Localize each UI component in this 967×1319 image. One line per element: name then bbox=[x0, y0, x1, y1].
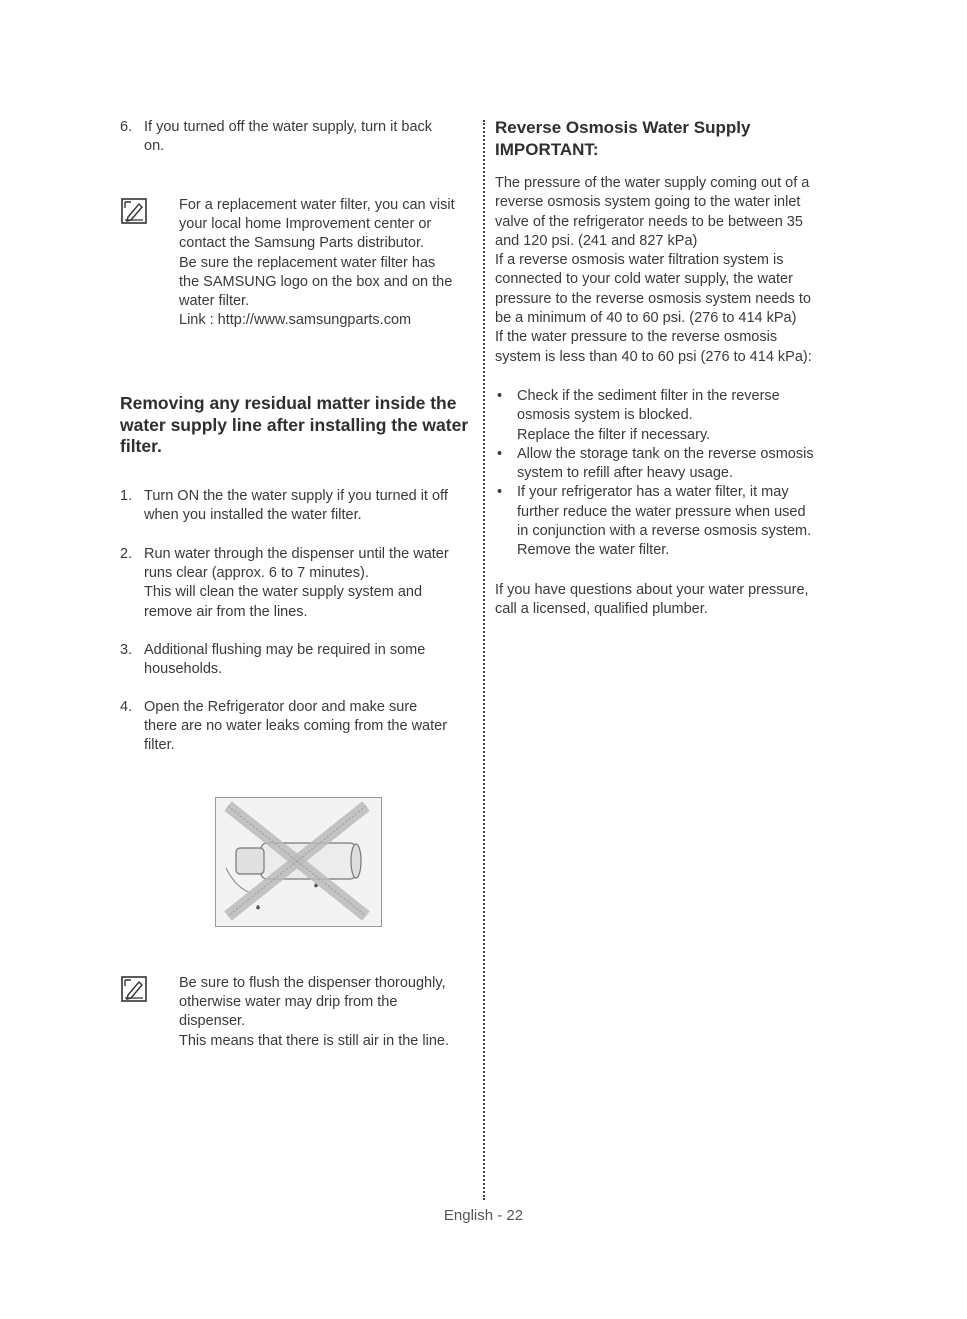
step-2 bbox=[120, 545, 499, 622]
step-text-line: filter. bbox=[144, 737, 175, 754]
bullet-line: in conjunction with a reverse osmosis system. bbox=[517, 523, 812, 540]
bullet-line: system to refill after heavy usage. bbox=[517, 465, 733, 482]
note-text bbox=[179, 974, 479, 1051]
page-footer: English - 22 bbox=[443, 1207, 524, 1224]
para-line: connected to your cold water supply, the water bbox=[495, 271, 793, 288]
step-text-line: there are no water leaks coming from the water bbox=[144, 718, 448, 735]
para-line: and 120 psi. (241 and 827 kPa) bbox=[495, 232, 698, 249]
plumber-paragraph bbox=[495, 581, 840, 620]
bullet-item bbox=[495, 445, 840, 484]
bullet-item bbox=[495, 483, 840, 560]
step-number: 1. bbox=[120, 488, 133, 504]
pressure-paragraph bbox=[495, 174, 840, 367]
note-pencil-icon bbox=[121, 976, 147, 1002]
note-text bbox=[179, 196, 479, 330]
para-line: pressure to the reverse osmosis system needs to bbox=[495, 290, 811, 307]
step-text-line: runs clear (approx. 6 to 7 minutes). bbox=[144, 565, 369, 582]
step-text-line: This will clean the water supply system and bbox=[144, 584, 423, 601]
bullet-dot: • bbox=[497, 387, 503, 404]
step-text-line: on. bbox=[144, 138, 165, 155]
right-column bbox=[495, 118, 840, 619]
step-1 bbox=[120, 487, 499, 525]
para-line: be a minimum of 40 to 60 psi. (276 to 414 kPa) bbox=[495, 310, 797, 327]
para-line: call a licensed, qualified plumber. bbox=[495, 600, 708, 617]
filter-drawing bbox=[216, 798, 381, 926]
note-line: water filter. bbox=[179, 293, 250, 310]
important-label: IMPORTANT: bbox=[495, 140, 599, 159]
note-line: otherwise water may drip from the bbox=[179, 994, 398, 1011]
step-text-line: If you turned off the water supply, turn it back bbox=[144, 119, 433, 135]
note-line: Be sure to flush the dispenser thoroughly, bbox=[179, 975, 446, 991]
section-heading-block bbox=[120, 393, 480, 458]
para-line: reverse osmosis system going to the water inlet bbox=[495, 194, 801, 211]
step-text-line: Turn ON the the water supply if you turned it off bbox=[144, 488, 448, 504]
note-line: For a replacement water filter, you can visit bbox=[179, 197, 455, 213]
note-line: your local home Improvement center or bbox=[179, 216, 432, 233]
step-number: 3. bbox=[120, 642, 133, 658]
note-line: the SAMSUNG logo on the box and on the bbox=[179, 273, 453, 290]
bullet-line: Allow the storage tank on the reverse osmosis bbox=[517, 445, 814, 462]
note-line: dispenser. bbox=[179, 1013, 246, 1030]
note-line: contact the Samsung Parts distributor. bbox=[179, 235, 425, 252]
bullet-line: Replace the filter if necessary. bbox=[517, 426, 711, 443]
checklist bbox=[495, 387, 840, 561]
para-line: The pressure of the water supply coming out of a bbox=[495, 175, 810, 191]
reverse-osmosis-title: Reverse Osmosis Water Supply bbox=[495, 118, 751, 137]
para-line: system is less than 40 to 60 psi (276 to 414 kPa): bbox=[495, 348, 812, 365]
para-line: If the water pressure to the reverse osmosis bbox=[495, 329, 778, 346]
bullet-dot: • bbox=[497, 445, 503, 462]
step-text-line: remove air from the lines. bbox=[144, 603, 308, 620]
step-6 bbox=[120, 118, 499, 156]
step-text-line: households. bbox=[144, 661, 223, 678]
bullet-line: further reduce the water pressure when used bbox=[517, 503, 806, 520]
step-number: 6. bbox=[120, 119, 133, 135]
step-text-line: Additional flushing may be required in some bbox=[144, 642, 426, 658]
step-number: 4. bbox=[120, 699, 133, 715]
note-flush-dispenser bbox=[121, 974, 481, 1054]
step-4 bbox=[120, 698, 499, 756]
step-3 bbox=[120, 641, 499, 679]
step-text-line: Open the Refrigerator door and make sure bbox=[144, 699, 418, 715]
para-line: If a reverse osmosis water filtration system is bbox=[495, 252, 784, 269]
note-pencil-icon bbox=[121, 198, 147, 224]
bullet-line: Remove the water filter. bbox=[517, 542, 670, 559]
bullet-item bbox=[495, 387, 840, 445]
para-line: If you have questions about your water pressure, bbox=[495, 581, 809, 598]
heading-line: water supply line after installing the water bbox=[120, 414, 469, 435]
note-line: Be sure the replacement water filter has bbox=[179, 254, 436, 271]
step-number: 2. bbox=[120, 546, 133, 562]
note-line: This means that there is still air in the line. bbox=[179, 1032, 449, 1049]
section-heading bbox=[120, 393, 480, 458]
water-filter-illustration bbox=[215, 797, 382, 927]
bullet-dot: • bbox=[497, 484, 503, 501]
step-text-line: when you installed the water filter. bbox=[144, 507, 362, 524]
step-text-line: Run water through the dispenser until the water bbox=[144, 546, 449, 562]
note-link-line: Link : http://www.samsungparts.com bbox=[179, 312, 412, 329]
bullet-line: If your refrigerator has a water filter, it may bbox=[517, 484, 789, 501]
bullet-line: osmosis system is blocked. bbox=[517, 407, 693, 424]
left-column bbox=[120, 118, 475, 155]
heading-line: filter. bbox=[120, 436, 162, 456]
heading-line: Removing any residual matter inside the bbox=[120, 393, 457, 413]
bullet-line: Check if the sediment filter in the reverse bbox=[517, 387, 780, 404]
para-line: valve of the refrigerator needs to be between 35 bbox=[495, 213, 803, 230]
note-replacement-filter bbox=[121, 196, 481, 336]
